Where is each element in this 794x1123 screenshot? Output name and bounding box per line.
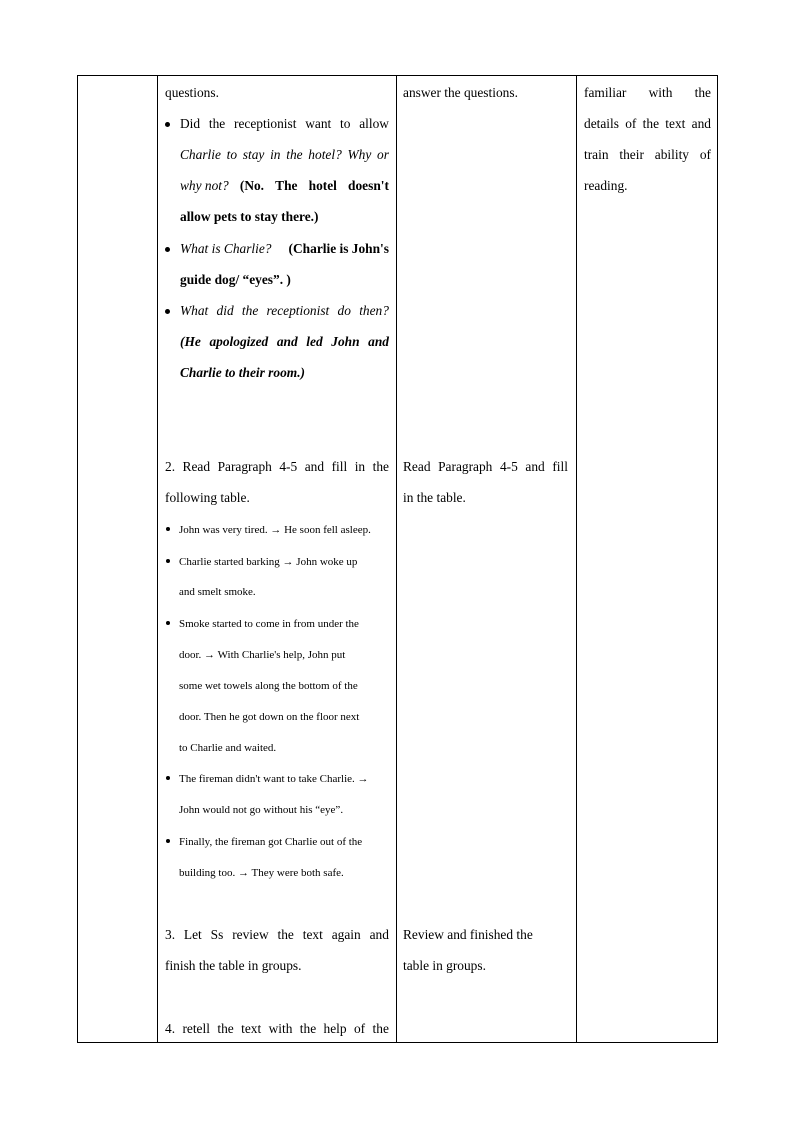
table-bullet: door. → With Charlie's help, John put [179, 649, 346, 661]
step-2-line: following table. [165, 490, 250, 505]
answer-3-line: (He apologized and led John and [180, 334, 389, 349]
question-1-line: Did the receptionist want to allow [180, 116, 389, 131]
step-3-line: finish the table in groups. [165, 958, 302, 973]
table-bullet: John would not go without his “eye”. [179, 804, 344, 816]
text-line: questions. [165, 85, 219, 100]
table-bullet: door. Then he got down on the floor next [179, 711, 360, 723]
column-divider [396, 76, 397, 1042]
bullet-icon [165, 247, 170, 252]
table-bullet: John was very tired. → He soon fell asleep. [179, 524, 371, 536]
question-3-line: What did the receptionist do then? [180, 303, 389, 318]
activity-line: Read Paragraph 4-5 and fill [403, 459, 568, 474]
bullet-icon [165, 122, 170, 127]
answer-3-line: Charlie to their room.) [180, 365, 305, 380]
table-bullet: Finally, the fireman got Charlie out of the [179, 836, 363, 848]
bullet-icon [165, 309, 170, 314]
table-bullet: The fireman didn't want to take Charlie. → [179, 773, 369, 785]
step-3-line: 3. Let Ss review the text again and [165, 927, 389, 942]
bullet-icon [166, 621, 170, 625]
purpose-line: familiar with the [584, 85, 711, 100]
bullet-icon [166, 776, 170, 780]
bullet-icon [166, 527, 170, 531]
bullet-icon [166, 559, 170, 563]
activity-line: table in groups. [403, 958, 486, 973]
column-divider [576, 76, 577, 1042]
answer-1-line: allow pets to stay there.) [180, 209, 319, 224]
table-bullet: some wet towels along the bottom of the [179, 680, 358, 692]
question-1-line: why not? (No. The hotel doesn't [180, 178, 389, 193]
question-2-line: What is Charlie? (Charlie is John's [180, 241, 389, 256]
activity-line: Review and finished the [403, 927, 533, 942]
table-bullet: Charlie started barking → John woke up [179, 556, 358, 568]
table-bullet: and smelt smoke. [179, 586, 256, 598]
column-divider [157, 76, 158, 1042]
activity-line: answer the questions. [403, 85, 518, 100]
question-1-line: Charlie to stay in the hotel? Why or [180, 147, 389, 162]
answer-2-line: guide dog/ “eyes”. ) [180, 272, 291, 287]
lesson-table [77, 75, 718, 1043]
bullet-icon [166, 839, 170, 843]
table-bullet: building too. → They were both safe. [179, 867, 344, 879]
table-bullet: Smoke started to come in from under the [179, 618, 359, 630]
step-4-line: 4. retell the text with the help of the [165, 1021, 389, 1036]
table-bullet: to Charlie and waited. [179, 742, 277, 754]
purpose-line: details of the text and [584, 116, 711, 131]
step-2-line: 2. Read Paragraph 4-5 and fill in the [165, 459, 389, 474]
activity-line: in the table. [403, 490, 466, 505]
purpose-line: train their ability of [584, 147, 711, 162]
purpose-line: reading. [584, 178, 628, 193]
